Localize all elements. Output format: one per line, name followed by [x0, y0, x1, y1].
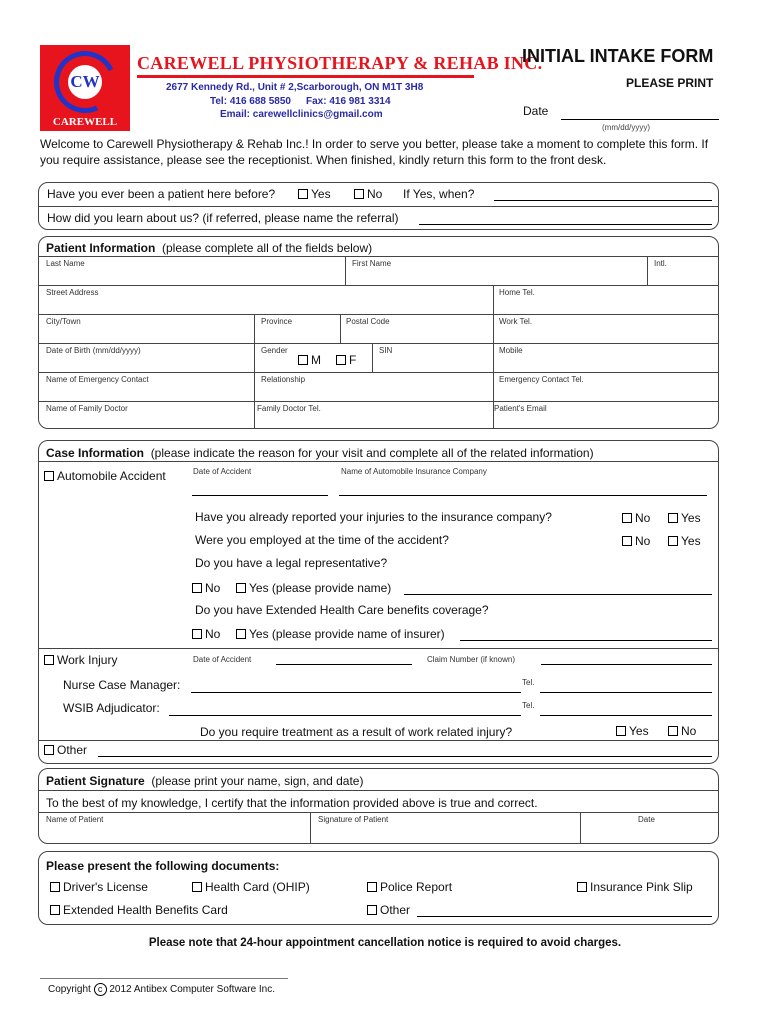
treat-yes-label: Yes: [629, 724, 649, 738]
divider: [38, 812, 719, 813]
first-name-field[interactable]: First Name: [352, 259, 392, 268]
signature-heading: [46, 774, 363, 788]
divider: [580, 812, 581, 844]
cancellation-notice: Please note that 24-hour appointment cancellation notice is required to avoid charges.: [148, 937, 622, 949]
divider: [38, 343, 719, 344]
q-ehc: Do you have Extended Health Care benefits coverage?: [195, 603, 489, 617]
patient-signature-field[interactable]: Signature of Patient: [318, 815, 389, 824]
checkbox[interactable]: [577, 882, 587, 892]
other-reason-option[interactable]: [44, 743, 87, 757]
checkbox[interactable]: [236, 583, 246, 593]
nurse-field[interactable]: [191, 692, 521, 693]
ehc-no[interactable]: [192, 627, 220, 641]
gender-label: Gender: [261, 346, 288, 355]
company-fax: Fax: 416 981 3314: [306, 96, 391, 107]
work-date-label: Date of Accident: [193, 655, 252, 664]
header-date-field[interactable]: [561, 119, 719, 120]
carewell-logo: [40, 45, 130, 131]
checkbox[interactable]: [50, 882, 60, 892]
legal-no[interactable]: [192, 581, 220, 595]
employed-no-label: No: [635, 534, 651, 548]
claim-label: Claim Number (if known): [427, 655, 516, 664]
copyright: [48, 983, 275, 996]
doc-ehb-card-label: Extended Health Benefits Card: [63, 903, 228, 917]
signature-date-field[interactable]: Date: [638, 815, 655, 824]
ehc-yes[interactable]: [236, 627, 445, 641]
doc-drivers-license-label: Driver's License: [63, 880, 148, 894]
prev-when-field[interactable]: [494, 200, 712, 201]
header-date-label: Date: [523, 104, 549, 118]
case-heading-text: Case Information: [46, 446, 145, 460]
signature-heading-note: (please print your name, sign, and date): [151, 774, 364, 788]
checkbox[interactable]: [668, 536, 678, 546]
checkbox[interactable]: [616, 726, 626, 736]
postal-field[interactable]: Postal Code: [346, 317, 390, 326]
insurer-field[interactable]: [339, 495, 707, 496]
divider: [38, 790, 719, 791]
city-field[interactable]: City/Town: [46, 317, 81, 326]
certify-text: To the best of my knowledge, I certify that the information provided above is true and correct.: [46, 796, 538, 810]
prev-yes-label: Yes: [311, 187, 331, 201]
sin-field[interactable]: SIN: [379, 346, 393, 355]
checkbox[interactable]: [44, 471, 54, 481]
mobile-field[interactable]: Mobile: [499, 346, 523, 355]
ehc-no-label: No: [205, 627, 221, 641]
checkbox[interactable]: [192, 882, 202, 892]
treat-no-label: No: [681, 724, 697, 738]
q-referral: How did you learn about us? (if referred, please name the referral): [47, 211, 399, 225]
patient-email-field[interactable]: Patient's Email: [494, 404, 547, 413]
divider: [254, 314, 255, 429]
checkbox[interactable]: [298, 189, 308, 199]
other-reason-field[interactable]: [98, 756, 712, 757]
divider: [38, 256, 719, 257]
prev-no[interactable]: [354, 187, 382, 201]
gender-f-label: F: [349, 353, 357, 367]
divider: [647, 256, 648, 285]
doc-pink-slip[interactable]: [577, 880, 693, 894]
doc-health-card-label: Health Card (OHIP): [205, 880, 310, 894]
intro-divider: [38, 206, 719, 207]
doc-other-label: Other: [380, 903, 411, 917]
emergency-tel-field[interactable]: Emergency Contact Tel.: [499, 375, 584, 384]
employed-yes[interactable]: [668, 534, 701, 548]
work-date-field[interactable]: [276, 664, 412, 665]
employed-no[interactable]: [622, 534, 650, 548]
logo-initials: CW: [68, 65, 102, 99]
emergency-contact-field[interactable]: Name of Emergency Contact: [46, 375, 149, 384]
dob-field[interactable]: Date of Birth (mm/dd/yyyy): [46, 346, 141, 355]
wsib-label: WSIB Adjudicator:: [63, 701, 160, 715]
checkbox[interactable]: [192, 583, 202, 593]
documents-heading: [46, 859, 279, 873]
referral-field[interactable]: [419, 224, 712, 225]
legal-no-label: No: [205, 581, 221, 595]
checkbox[interactable]: [668, 513, 678, 523]
reported-no-label: No: [635, 511, 651, 525]
other-reason-label: Other: [57, 743, 88, 757]
legal-yes[interactable]: [236, 581, 391, 595]
doctor-tel-field[interactable]: Family Doctor Tel.: [257, 404, 321, 413]
patient-name-field[interactable]: Name of Patient: [46, 815, 104, 824]
gender-m-label: M: [311, 353, 321, 367]
wsib-tel-label: Tel.: [522, 701, 535, 710]
company-phone: Tel: 416 688 5850: [210, 96, 291, 107]
wsib-tel-field[interactable]: [540, 715, 712, 716]
initial-field[interactable]: Intl.: [654, 259, 667, 268]
copyright-text: 2012 Antibex Computer Software Inc.: [109, 984, 276, 995]
last-name-field[interactable]: Last Name: [46, 259, 85, 268]
if-yes-label: If Yes, when?: [403, 187, 475, 201]
work-injury-option[interactable]: [44, 653, 117, 667]
case-heading-note: (please indicate the reason for your visit and complete all of the related information): [150, 446, 594, 460]
reported-no[interactable]: [622, 511, 650, 525]
doc-other-field[interactable]: [417, 916, 712, 917]
signature-heading-text: Patient Signature: [46, 774, 145, 788]
legal-yes-label: Yes (please provide name): [249, 581, 392, 595]
divider: [310, 812, 311, 844]
auto-date-field[interactable]: [192, 495, 328, 496]
prev-no-label: No: [367, 187, 383, 201]
patient-info-heading: [46, 241, 372, 255]
divider: [38, 285, 719, 286]
checkbox[interactable]: [298, 355, 308, 365]
nurse-label: Nurse Case Manager:: [63, 678, 181, 692]
doc-ehb-card[interactable]: [50, 903, 228, 917]
reported-yes-label: Yes: [681, 511, 701, 525]
treat-yes[interactable]: [616, 724, 649, 738]
legal-name-field[interactable]: [404, 594, 712, 595]
automobile-accident-option[interactable]: [44, 469, 166, 483]
checkbox[interactable]: [336, 355, 346, 365]
please-print: PLEASE PRINT: [626, 76, 714, 90]
doc-health-card[interactable]: [192, 880, 310, 894]
q-employed: Were you employed at the time of the accident?: [195, 533, 449, 547]
divider: [38, 401, 719, 402]
wsib-field[interactable]: [169, 715, 521, 716]
work-injury-label: Work Injury: [57, 653, 118, 667]
q-previous-patient: Have you ever been a patient here before?: [47, 187, 276, 201]
welcome-text: Welcome to Carewell Physiotherapy & Rehab Inc.! In order to serve you better, please take a moment to complete this form. If you require assistance, please see the receptionist. When finished, kindly return this form to the front desk.: [40, 137, 709, 167]
patient-heading-note: (please complete all of the fields below): [162, 241, 373, 255]
logo-brand: CAREWELL: [52, 116, 118, 128]
insurer-label: Name of Automobile Insurance Company: [341, 467, 487, 476]
patient-heading-text: Patient Information: [46, 241, 156, 255]
q-reported: Have you already reported your injuries to the insurance company?: [195, 510, 552, 524]
checkbox[interactable]: [622, 513, 632, 523]
relationship-field[interactable]: Relationship: [261, 375, 306, 384]
documents-heading-text: Please present the following documents:: [46, 859, 280, 873]
company-name: CAREWELL PHYSIOTHERAPY & REHAB INC.: [137, 53, 543, 73]
checkbox[interactable]: [354, 189, 364, 199]
checkbox[interactable]: [367, 882, 377, 892]
automobile-accident-label: Automobile Accident: [57, 469, 166, 483]
footer-rule: [40, 978, 288, 979]
checkbox[interactable]: [44, 745, 54, 755]
ehc-insurer-field[interactable]: [460, 640, 712, 641]
checkbox[interactable]: [192, 629, 202, 639]
home-tel-field[interactable]: Home Tel.: [499, 288, 535, 297]
nurse-tel-label: Tel.: [522, 678, 535, 687]
divider: [38, 372, 719, 373]
doc-other[interactable]: [367, 903, 410, 917]
doc-police-report[interactable]: [367, 880, 452, 894]
divider: [38, 461, 719, 462]
divider: [38, 314, 719, 315]
doc-police-report-label: Police Report: [380, 880, 453, 894]
divider: [38, 740, 719, 741]
checkbox[interactable]: [44, 655, 54, 665]
company-email: Email: carewellclinics@gmail.com: [220, 109, 383, 120]
checkbox[interactable]: [622, 536, 632, 546]
header-date-format: (mm/dd/yyyy): [602, 123, 650, 132]
q-treatment: Do you require treatment as a result of work related injury?: [200, 725, 513, 739]
q-legal: Do you have a legal representative?: [195, 556, 388, 570]
case-info-heading: [46, 446, 594, 460]
reported-yes[interactable]: [668, 511, 701, 525]
ehc-yes-label: Yes (please provide name of insurer): [249, 627, 445, 641]
province-field[interactable]: Province: [261, 317, 293, 326]
divider: [340, 314, 341, 343]
doc-pink-slip-label: Insurance Pink Slip: [590, 880, 693, 894]
divider: [372, 343, 373, 372]
prev-yes[interactable]: [298, 187, 331, 201]
form-title: INITIAL INTAKE FORM: [522, 46, 714, 66]
street-field[interactable]: Street Address: [46, 288, 99, 297]
auto-date-label: Date of Accident: [193, 467, 252, 476]
divider: [345, 256, 346, 285]
checkbox[interactable]: [668, 726, 678, 736]
company-address: 2677 Kennedy Rd., Unit # 2,Scarborough, ON M1T 3H8: [166, 82, 424, 93]
employed-yes-label: Yes: [681, 534, 701, 548]
checkbox[interactable]: [367, 905, 377, 915]
claim-field[interactable]: [541, 664, 712, 665]
doc-drivers-license[interactable]: [50, 880, 148, 894]
work-tel-field[interactable]: Work Tel.: [499, 317, 533, 326]
copyright-word: Copyright: [48, 984, 91, 995]
family-doctor-field[interactable]: Name of Family Doctor: [46, 404, 128, 413]
treat-no[interactable]: [668, 724, 696, 738]
gender-f[interactable]: [336, 353, 356, 367]
gender-m[interactable]: [298, 353, 321, 367]
nurse-tel-field[interactable]: [540, 692, 712, 693]
divider: [38, 648, 719, 649]
checkbox[interactable]: [50, 905, 60, 915]
checkbox[interactable]: [236, 629, 246, 639]
company-underline: [137, 75, 474, 78]
copyright-symbol: c: [94, 983, 107, 996]
